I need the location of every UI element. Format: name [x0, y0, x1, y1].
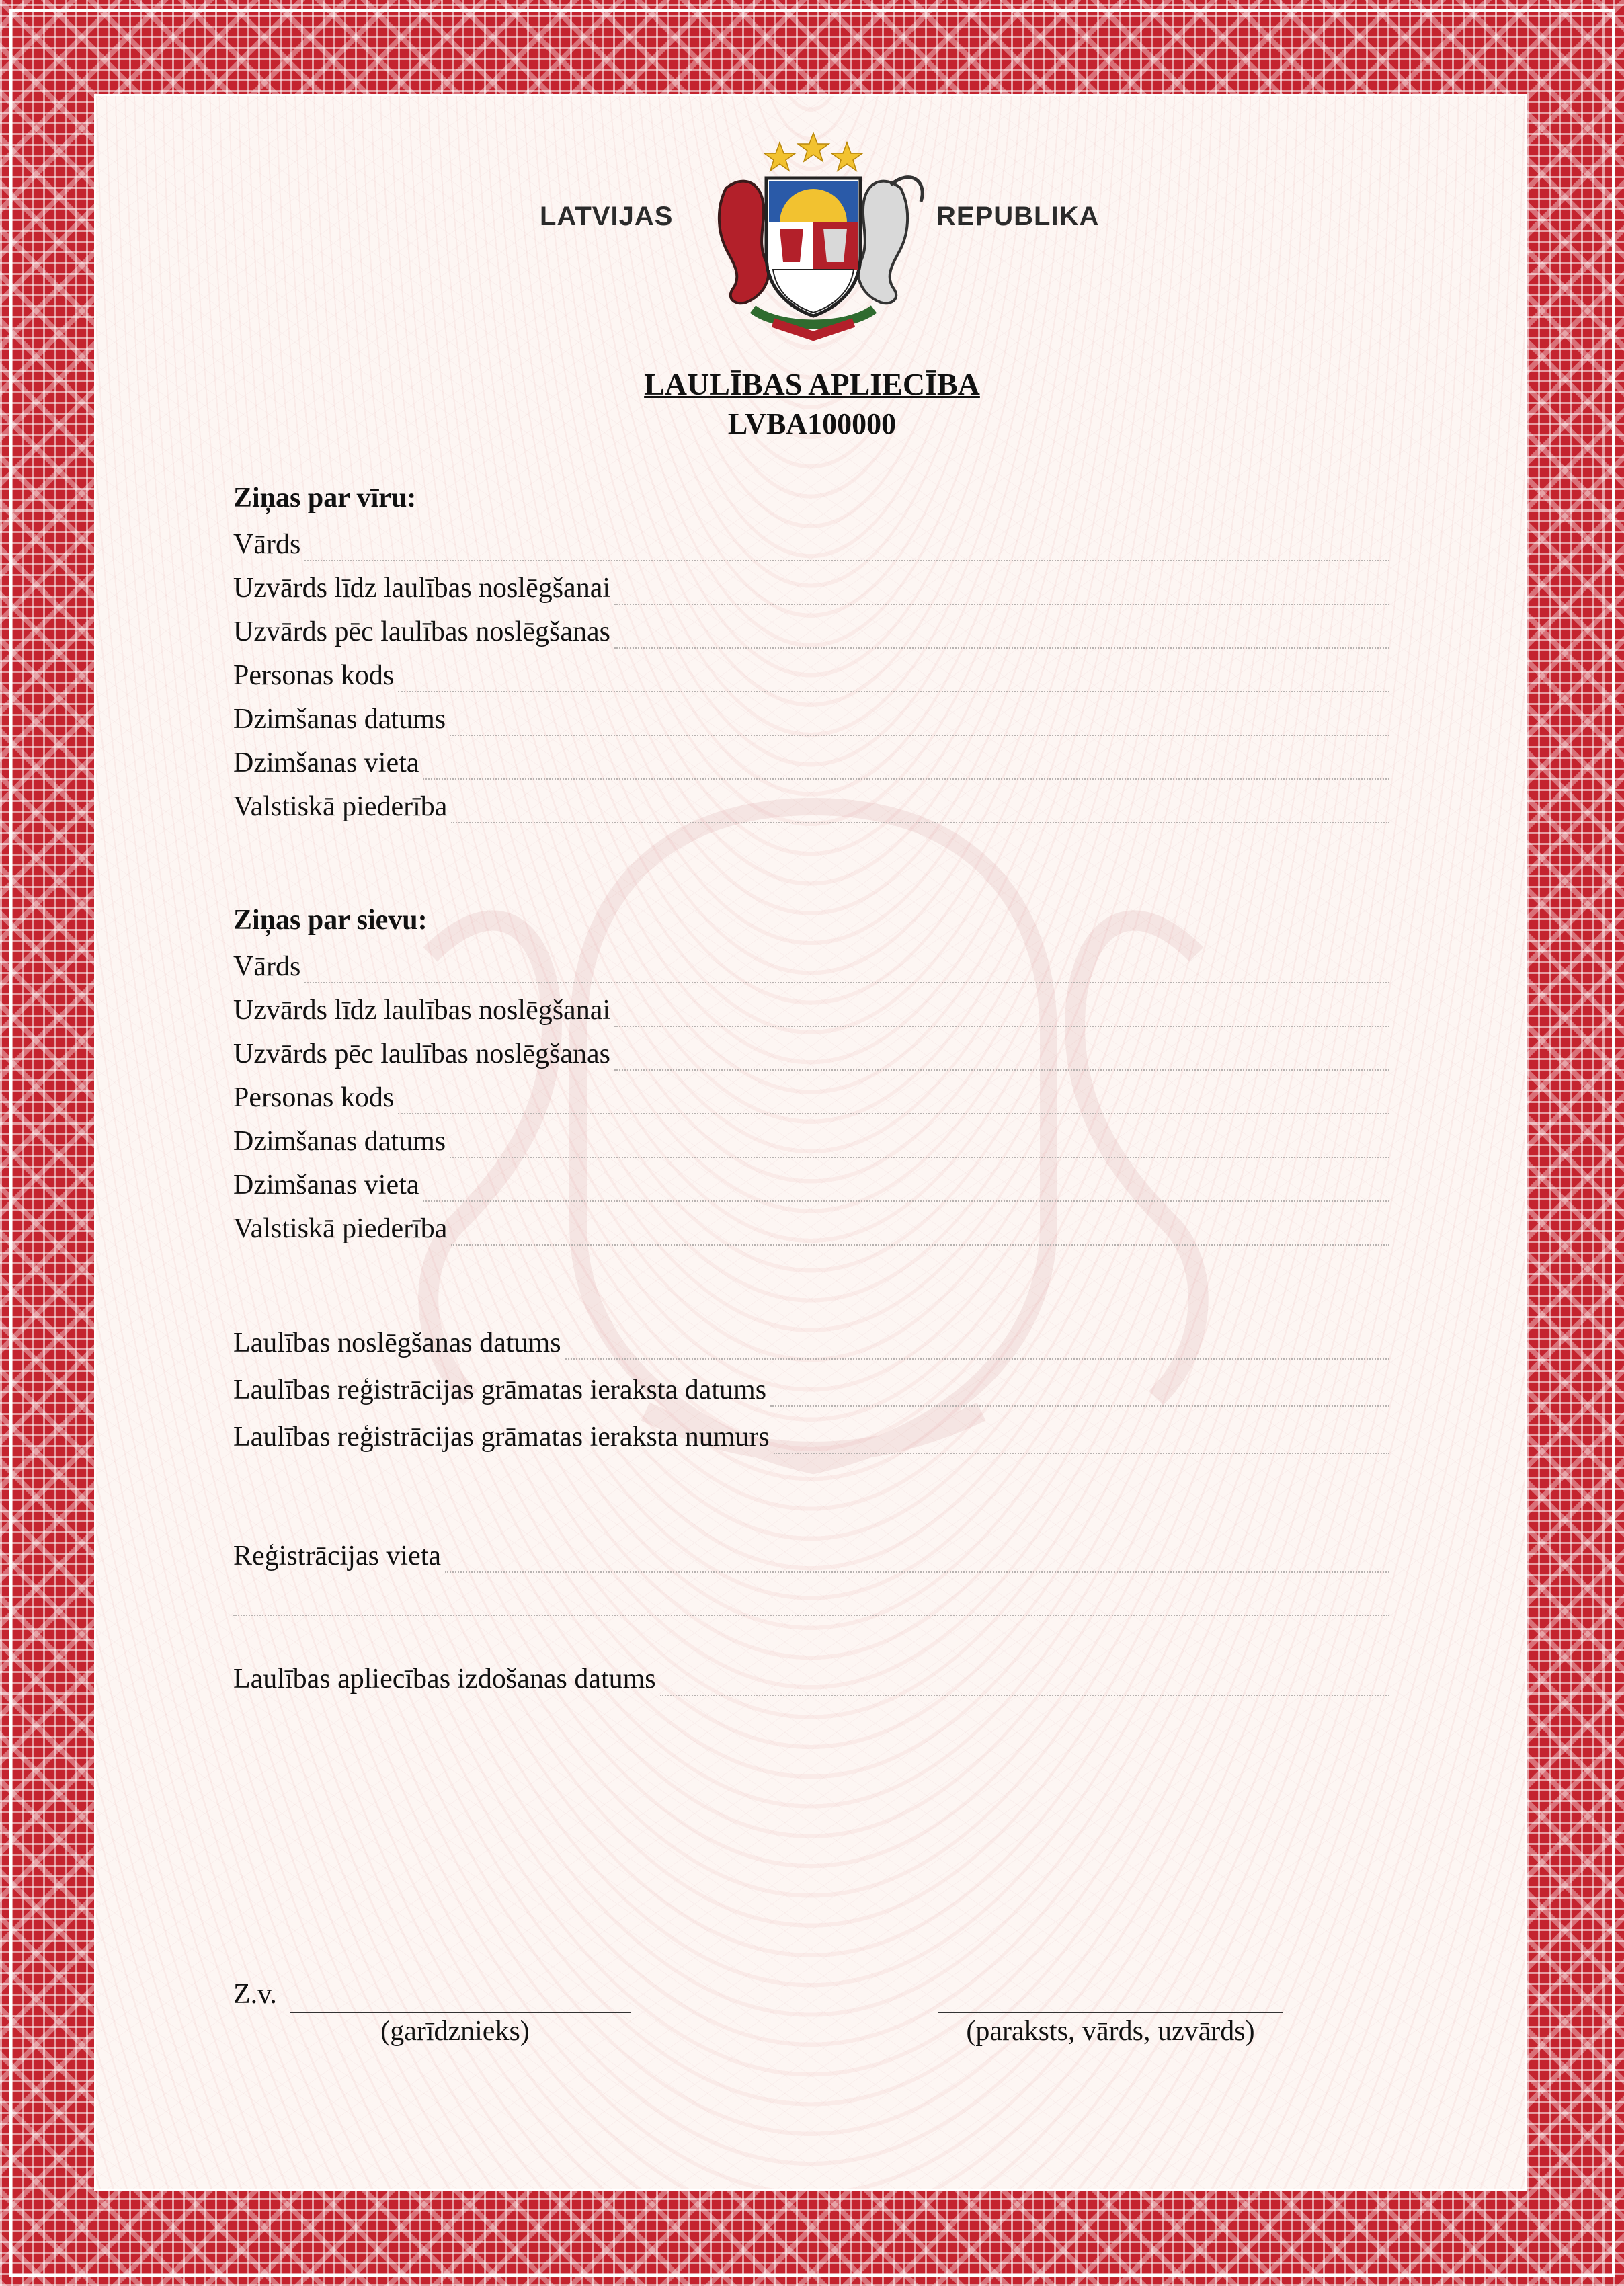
clergy-caption: (garīdznieks) [380, 2016, 530, 2047]
wife-first-name-field[interactable] [233, 950, 1389, 985]
wife-heading: Ziņas par sievu: [233, 905, 428, 936]
wife-citizenship-field[interactable] [233, 1212, 1389, 1247]
wife-surname-after-field[interactable] [233, 1037, 1389, 1072]
issue-date-field[interactable] [233, 1662, 1389, 1697]
registration-place-continuation-line[interactable] [233, 1615, 1389, 1616]
field-value-line [445, 1571, 1389, 1573]
field-value-line [770, 1405, 1389, 1407]
signature-caption: (paraksts, vārds, uzvārds) [966, 2016, 1255, 2047]
field-label: Dzimšanas datums [233, 1126, 446, 1157]
field-label: Uzvārds pēc laulības noslēgšanas [233, 616, 610, 647]
field-label: Dzimšanas vieta [233, 747, 419, 778]
field-value-line [614, 1069, 1389, 1071]
field-value-line [450, 1157, 1389, 1158]
husband-surname-after-field[interactable] [233, 615, 1389, 650]
husband-citizenship-field[interactable] [233, 790, 1389, 825]
field-label: Laulības noslēgšanas datums [233, 1328, 561, 1358]
header-latvijas: LATVIJAS [540, 202, 674, 231]
field-label: Valstiskā piederība [233, 1213, 448, 1244]
field-value-line [774, 1453, 1389, 1454]
field-value-line [614, 604, 1389, 605]
official-signature-line[interactable] [938, 2012, 1283, 2013]
field-value-line [304, 560, 1389, 561]
field-label: Vārds [233, 529, 301, 560]
clergy-signature-line[interactable] [290, 2012, 631, 2013]
register-entry-number-field[interactable] [233, 1420, 1389, 1455]
header-republika: REPUBLIKA [936, 202, 1100, 231]
register-entry-date-field[interactable] [233, 1373, 1389, 1408]
field-value-line [398, 1113, 1389, 1114]
field-value-line [423, 778, 1389, 780]
wife-surname-before-field[interactable] [233, 993, 1389, 1028]
husband-surname-before-field[interactable] [233, 571, 1389, 606]
marriage-date-field[interactable] [233, 1326, 1389, 1361]
husband-heading: Ziņas par vīru: [233, 483, 417, 514]
wife-personal-code-field[interactable] [233, 1081, 1389, 1116]
husband-birth-place-field[interactable] [233, 746, 1389, 781]
field-label: Laulības reģistrācijas grāmatas ieraksta numurs [233, 1422, 770, 1453]
husband-birth-date-field[interactable] [233, 702, 1389, 737]
husband-personal-code-field[interactable] [233, 659, 1389, 694]
field-value-line [450, 735, 1389, 736]
field-label: Uzvārds pēc laulības noslēgšanas [233, 1038, 610, 1069]
field-label: Dzimšanas datums [233, 704, 446, 735]
stamp-place-label: Z.v. [233, 1979, 277, 2010]
field-value-line [451, 1244, 1389, 1246]
field-value-line [304, 982, 1389, 983]
field-label: Vārds [233, 951, 301, 982]
field-value-line [423, 1200, 1389, 1202]
field-label: Laulības apliecības izdošanas datums [233, 1664, 656, 1695]
wife-birth-place-field[interactable] [233, 1168, 1389, 1203]
field-label: Valstiskā piederība [233, 791, 448, 822]
husband-first-name-field[interactable] [233, 528, 1389, 563]
field-value-line [398, 691, 1389, 692]
latvia-coat-of-arms-icon [679, 128, 948, 350]
field-label: Personas kods [233, 1082, 395, 1113]
registration-place-field[interactable] [233, 1539, 1389, 1574]
field-label: Uzvārds līdz laulības noslēgšanai [233, 573, 611, 604]
field-value-line [565, 1358, 1389, 1360]
field-label: Dzimšanas vieta [233, 1170, 419, 1200]
field-value-line [614, 1026, 1389, 1027]
field-label: Personas kods [233, 660, 395, 691]
field-label: Laulības reģistrācijas grāmatas ieraksta datums [233, 1375, 767, 1405]
field-label: Uzvārds līdz laulības noslēgšanai [233, 995, 611, 1026]
document-title: LAULĪBAS APLIECĪBA [644, 367, 980, 401]
wife-birth-date-field[interactable] [233, 1125, 1389, 1159]
field-value-line [451, 822, 1389, 823]
document-number: LVBA100000 [727, 407, 897, 440]
field-value-line [660, 1695, 1389, 1696]
field-label: Reģistrācijas vieta [233, 1541, 442, 1571]
field-value-line [614, 647, 1389, 649]
